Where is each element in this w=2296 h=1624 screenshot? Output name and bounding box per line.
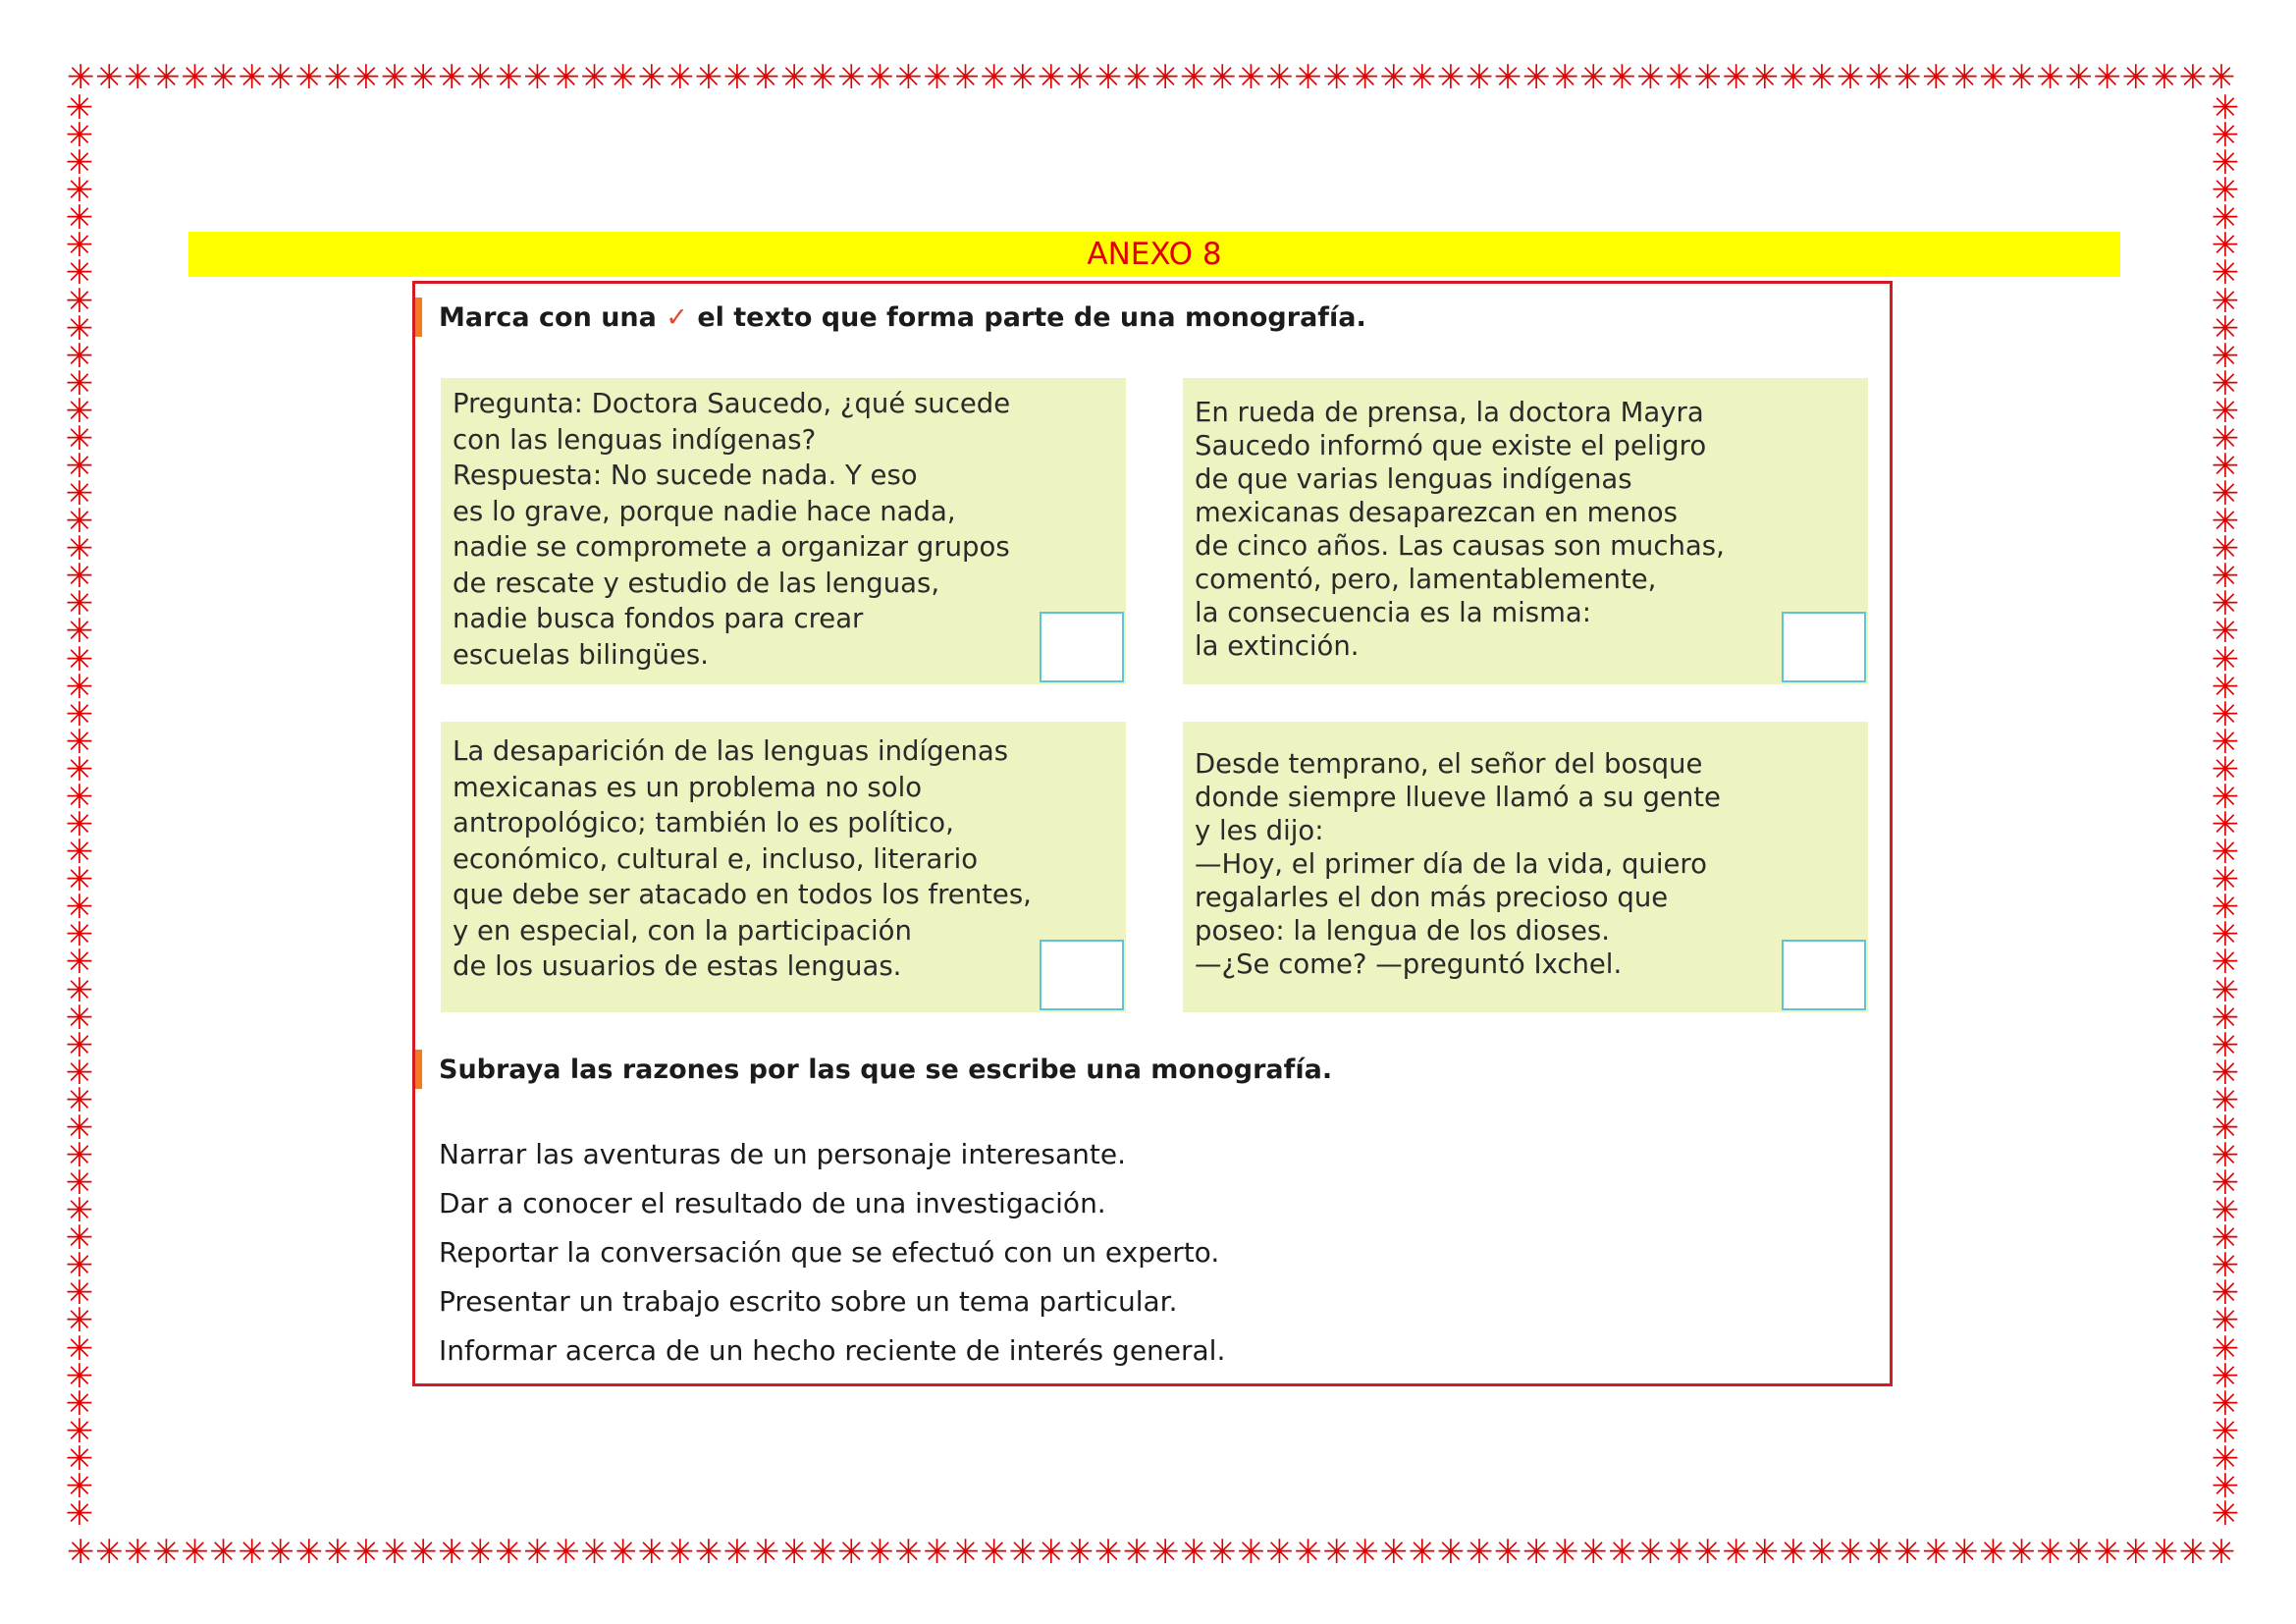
star-icon: ✳	[124, 61, 152, 94]
star-icon: ✳	[1836, 1536, 1865, 1569]
star-icon: ✳	[2211, 363, 2240, 404]
star-icon: ✳	[65, 363, 94, 404]
star-icon: ✳	[2211, 722, 2240, 762]
star-icon: ✳	[2211, 1383, 2240, 1424]
star-icon: ✳	[1807, 61, 1837, 94]
star-icon: ✳	[751, 61, 780, 94]
star-icon: ✳	[2211, 639, 2240, 679]
star-icon: ✳	[65, 667, 94, 707]
star-icon: ✳	[65, 888, 94, 928]
star-icon: ✳	[1008, 61, 1038, 94]
star-icon: ✳	[2211, 418, 2240, 459]
star-icon: ✳	[2211, 1466, 2240, 1506]
instruction-accent-bar	[415, 1050, 422, 1089]
star-icon: ✳	[65, 281, 94, 321]
star-icon: ✳	[1551, 1536, 1579, 1569]
star-icon: ✳	[65, 970, 94, 1010]
star-icon: ✳	[1779, 61, 1808, 94]
star-icon: ✳	[495, 61, 523, 94]
star-icon: ✳	[1608, 61, 1636, 94]
star-icon: ✳	[2211, 529, 2240, 569]
star-icon: ✳	[65, 805, 94, 845]
star-icon: ✳	[2211, 1108, 2240, 1148]
star-icon: ✳	[65, 860, 94, 900]
star-icon: ✳	[2211, 667, 2240, 707]
star-icon: ✳	[1693, 1536, 1722, 1569]
annex-heading: ANEXO 8	[1087, 237, 1222, 272]
text-option-2: En rueda de prensa, la doctora Mayra Saucedo informó que existe el peligro de que varias lenguas indígenas mexicanas desaparezcan en menos de cinco años. Las causas son muchas, comentó, pero, lamentablemente, la consecuencia es la misma: la extinción.	[1183, 378, 1868, 684]
star-icon: ✳	[1008, 1536, 1038, 1569]
star-icon: ✳	[65, 447, 94, 487]
star-icon: ✳	[837, 61, 866, 94]
star-icon: ✳	[65, 1218, 94, 1259]
star-icon: ✳	[65, 943, 94, 983]
star-icon: ✳	[209, 61, 238, 94]
star-icon: ✳	[2211, 1191, 2240, 1231]
star-icon: ✳	[2211, 1273, 2240, 1314]
star-icon: ✳	[65, 777, 94, 817]
star-icon: ✳	[666, 61, 695, 94]
star-icon: ✳	[67, 61, 95, 94]
star-icon: ✳	[1122, 61, 1151, 94]
star-icon: ✳	[1894, 61, 1922, 94]
star-icon: ✳	[1950, 61, 1979, 94]
star-icon: ✳	[2211, 1080, 2240, 1120]
star-icon: ✳	[2211, 1493, 2240, 1528]
star-icon: ✳	[408, 1536, 438, 1569]
star-icon: ✳	[1807, 1536, 1837, 1569]
star-icon: ✳	[2211, 1356, 2240, 1396]
star-icon: ✳	[2211, 805, 2240, 845]
star-icon: ✳	[2064, 61, 2093, 94]
star-icon: ✳	[2150, 61, 2179, 94]
star-icon: ✳	[1722, 61, 1751, 94]
star-icon: ✳	[580, 61, 609, 94]
star-icon: ✳	[1864, 61, 1894, 94]
star-icon: ✳	[580, 1536, 609, 1569]
star-icon: ✳	[980, 61, 1008, 94]
star-icon: ✳	[2211, 502, 2240, 542]
star-icon: ✳	[438, 1536, 466, 1569]
reason-item[interactable]: Dar a conocer el resultado de una investigación.	[439, 1187, 1106, 1219]
star-icon: ✳	[65, 1080, 94, 1120]
star-icon: ✳	[351, 1536, 381, 1569]
star-icon: ✳	[2207, 1536, 2236, 1569]
star-icon: ✳	[1408, 1536, 1437, 1569]
star-icon: ✳	[2211, 281, 2240, 321]
star-icon: ✳	[2211, 1301, 2240, 1341]
star-icon: ✳	[65, 226, 94, 266]
star-icon: ✳	[266, 1536, 295, 1569]
star-icon: ✳	[1579, 1536, 1608, 1569]
star-icon: ✳	[609, 61, 637, 94]
star-icon: ✳	[1722, 1536, 1751, 1569]
star-icon: ✳	[380, 1536, 409, 1569]
star-icon: ✳	[1665, 1536, 1693, 1569]
text-option-4: Desde temprano, el señor del bosque donde siempre llueve llamó a su gente y les dijo: —Hoy, el primer día de la vida, quiero regalarles el don más precioso que poseo: la lengua de los dioses. —¿Se come? —preguntó Ixchel.	[1183, 722, 1868, 1012]
star-icon: ✳	[2036, 61, 2064, 94]
star-icon: ✳	[65, 1025, 94, 1065]
star-icon: ✳	[980, 1536, 1008, 1569]
star-icon: ✳	[1864, 1536, 1894, 1569]
star-icon: ✳	[95, 61, 124, 94]
star-icon: ✳	[65, 171, 94, 211]
option-1-checkbox[interactable]	[1040, 612, 1124, 682]
star-icon: ✳	[2211, 1135, 2240, 1175]
star-icon: ✳	[65, 694, 94, 734]
star-icon: ✳	[152, 61, 181, 94]
star-icon: ✳	[894, 61, 923, 94]
star-icon: ✳	[751, 1536, 780, 1569]
star-icon: ✳	[65, 1438, 94, 1479]
star-icon: ✳	[1779, 1536, 1808, 1569]
star-icon: ✳	[65, 1135, 94, 1175]
star-icon: ✳	[2211, 447, 2240, 487]
star-icon: ✳	[238, 1536, 266, 1569]
star-icon: ✳	[809, 61, 837, 94]
star-icon: ✳	[65, 833, 94, 873]
star-icon: ✳	[2211, 336, 2240, 376]
star-icon: ✳	[65, 722, 94, 762]
star-icon: ✳	[65, 998, 94, 1038]
option-4-checkbox[interactable]	[1782, 940, 1866, 1010]
star-icon: ✳	[1922, 1536, 1950, 1569]
star-icon: ✳	[923, 61, 951, 94]
star-icon: ✳	[1122, 1536, 1151, 1569]
star-icon: ✳	[1037, 1536, 1066, 1569]
reason-item[interactable]: Reportar la conversación que se efectuó con un experto.	[439, 1236, 1220, 1269]
star-icon: ✳	[209, 1536, 238, 1569]
reasons-list	[439, 1130, 1225, 1376]
star-icon: ✳	[1379, 61, 1409, 94]
star-icon: ✳	[1037, 61, 1066, 94]
star-icon: ✳	[552, 1536, 580, 1569]
star-icon: ✳	[552, 61, 580, 94]
star-icon: ✳	[1979, 61, 2007, 94]
star-icon: ✳	[65, 308, 94, 349]
star-icon: ✳	[2211, 777, 2240, 817]
star-icon: ✳	[65, 1191, 94, 1231]
star-icon: ✳	[1551, 61, 1579, 94]
star-icon: ✳	[837, 1536, 866, 1569]
star-icon: ✳	[65, 529, 94, 569]
star-icon: ✳	[65, 336, 94, 376]
text-option-3: La desaparición de las lenguas indígenas mexicanas es un problema no solo antropológico; también lo es político, económico, cultural e, incluso, literario que debe ser atacado en todos los frentes, y en especial, con la participación de los usuarios de estas lenguas.	[441, 722, 1126, 1012]
star-icon: ✳	[2211, 584, 2240, 624]
star-icon: ✳	[65, 915, 94, 955]
star-icon: ✳	[323, 61, 352, 94]
star-icon: ✳	[2211, 833, 2240, 873]
star-icon: ✳	[951, 61, 980, 94]
star-icon: ✳	[466, 1536, 495, 1569]
star-icon: ✳	[2150, 1536, 2179, 1569]
star-icon: ✳	[1522, 1536, 1551, 1569]
star-icon: ✳	[1150, 1536, 1180, 1569]
star-icon: ✳	[923, 1536, 951, 1569]
star-icon: ✳	[65, 1328, 94, 1369]
star-icon: ✳	[65, 1164, 94, 1204]
star-icon: ✳	[2093, 1536, 2122, 1569]
exercise-1-instruction: Marca con una ✓ el texto que forma parte de una monografía.	[439, 301, 1366, 335]
star-icon: ✳	[694, 61, 723, 94]
star-icon: ✳	[65, 143, 94, 184]
star-icon: ✳	[2211, 998, 2240, 1038]
checkmark-icon: ✓	[666, 302, 688, 333]
star-icon: ✳	[2211, 1053, 2240, 1093]
star-icon: ✳	[65, 474, 94, 514]
star-icon: ✳	[1522, 61, 1551, 94]
star-icon: ✳	[294, 1536, 324, 1569]
star-icon: ✳	[694, 1536, 723, 1569]
worksheet-panel	[412, 281, 1893, 1386]
star-icon: ✳	[65, 1301, 94, 1341]
star-icon: ✳	[65, 639, 94, 679]
star-icon: ✳	[1322, 61, 1351, 94]
star-icon: ✳	[323, 1536, 352, 1569]
star-icon: ✳	[1579, 61, 1608, 94]
option-2-checkbox[interactable]	[1782, 612, 1866, 682]
star-icon: ✳	[67, 1536, 95, 1569]
star-icon: ✳	[2211, 143, 2240, 184]
star-icon: ✳	[2121, 1536, 2151, 1569]
star-icon: ✳	[65, 1108, 94, 1148]
star-icon: ✳	[65, 198, 94, 239]
star-icon: ✳	[2211, 1164, 2240, 1204]
star-icon: ✳	[2211, 391, 2240, 431]
star-icon: ✳	[1493, 1536, 1522, 1569]
star-icon: ✳	[1294, 1536, 1322, 1569]
star-icon: ✳	[65, 1246, 94, 1286]
star-icon: ✳	[65, 1053, 94, 1093]
star-icon: ✳	[779, 61, 809, 94]
star-icon: ✳	[2211, 915, 2240, 955]
star-icon: ✳	[2211, 612, 2240, 652]
star-icon: ✳	[238, 61, 266, 94]
star-icon: ✳	[266, 61, 295, 94]
star-icon: ✳	[466, 61, 495, 94]
star-icon: ✳	[65, 1356, 94, 1396]
star-icon: ✳	[609, 1536, 637, 1569]
star-icon: ✳	[866, 61, 894, 94]
star-icon: ✳	[1150, 61, 1180, 94]
star-icon: ✳	[380, 61, 409, 94]
reason-item[interactable]: Narrar las aventuras de un personaje interesante.	[439, 1138, 1126, 1170]
star-icon: ✳	[779, 1536, 809, 1569]
star-icon: ✳	[1693, 61, 1722, 94]
star-icon: ✳	[1436, 1536, 1466, 1569]
star-icon: ✳	[65, 612, 94, 652]
star-border-left	[63, 94, 96, 1528]
star-icon: ✳	[1237, 1536, 1265, 1569]
star-icon: ✳	[65, 557, 94, 597]
star-icon: ✳	[951, 1536, 980, 1569]
star-icon: ✳	[181, 61, 209, 94]
star-icon: ✳	[1950, 1536, 1979, 1569]
star-icon: ✳	[1636, 61, 1665, 94]
annex-heading-bar	[188, 232, 2120, 277]
star-icon: ✳	[181, 1536, 209, 1569]
star-icon: ✳	[1180, 61, 1208, 94]
star-icon: ✳	[65, 749, 94, 789]
star-icon: ✳	[1208, 61, 1237, 94]
star-icon: ✳	[637, 1536, 667, 1569]
star-icon: ✳	[351, 61, 381, 94]
star-icon: ✳	[2211, 226, 2240, 266]
star-icon: ✳	[95, 1536, 124, 1569]
star-icon: ✳	[2211, 1025, 2240, 1065]
star-icon: ✳	[2211, 474, 2240, 514]
star-icon: ✳	[1265, 61, 1294, 94]
star-icon: ✳	[2211, 1411, 2240, 1451]
star-icon: ✳	[65, 1493, 94, 1528]
star-border-right	[2209, 94, 2242, 1528]
star-icon: ✳	[722, 61, 752, 94]
star-icon: ✳	[2211, 308, 2240, 349]
star-icon: ✳	[637, 61, 667, 94]
star-icon: ✳	[294, 61, 324, 94]
star-icon: ✳	[2211, 1218, 2240, 1259]
star-icon: ✳	[2007, 61, 2036, 94]
star-icon: ✳	[2064, 1536, 2093, 1569]
star-icon: ✳	[2211, 888, 2240, 928]
star-icon: ✳	[1465, 1536, 1494, 1569]
instruction-accent-bar	[415, 298, 422, 337]
star-icon: ✳	[666, 1536, 695, 1569]
star-icon: ✳	[2093, 61, 2122, 94]
star-icon: ✳	[408, 61, 438, 94]
star-icon: ✳	[2211, 1328, 2240, 1369]
star-icon: ✳	[1094, 1536, 1123, 1569]
star-icon: ✳	[65, 502, 94, 542]
star-icon: ✳	[1065, 61, 1095, 94]
star-icon: ✳	[2211, 749, 2240, 789]
star-icon: ✳	[152, 1536, 181, 1569]
star-icon: ✳	[65, 116, 94, 156]
star-icon: ✳	[2211, 198, 2240, 239]
text-option-1: Pregunta: Doctora Saucedo, ¿qué sucede con las lenguas indígenas? Respuesta: No sucede nada. Y eso es lo grave, porque nadie hace nada, nadie se compromete a organizar grupos de rescate y estudio de las lenguas, nadie busca fondos para crear escuelas bilingües.	[441, 378, 1126, 684]
star-icon: ✳	[65, 418, 94, 459]
star-icon: ✳	[1065, 1536, 1095, 1569]
star-icon: ✳	[1265, 1536, 1294, 1569]
star-icon: ✳	[1750, 61, 1780, 94]
star-icon: ✳	[1351, 61, 1380, 94]
star-icon: ✳	[2211, 171, 2240, 211]
star-icon: ✳	[2211, 970, 2240, 1010]
star-icon: ✳	[65, 584, 94, 624]
star-icon: ✳	[1922, 61, 1950, 94]
star-icon: ✳	[1465, 61, 1494, 94]
star-icon: ✳	[523, 61, 552, 94]
star-border-bottom	[67, 1536, 2236, 1569]
star-icon: ✳	[2211, 557, 2240, 597]
star-border-top	[67, 61, 2236, 94]
star-icon: ✳	[1979, 1536, 2007, 1569]
star-icon: ✳	[2211, 860, 2240, 900]
star-icon: ✳	[894, 1536, 923, 1569]
star-icon: ✳	[65, 253, 94, 294]
star-icon: ✳	[1608, 1536, 1636, 1569]
star-icon: ✳	[809, 1536, 837, 1569]
star-icon: ✳	[2211, 253, 2240, 294]
star-icon: ✳	[65, 94, 94, 128]
star-icon: ✳	[65, 1383, 94, 1424]
star-icon: ✳	[2007, 1536, 2036, 1569]
star-icon: ✳	[438, 61, 466, 94]
star-icon: ✳	[1636, 1536, 1665, 1569]
star-icon: ✳	[1493, 61, 1522, 94]
star-icon: ✳	[65, 1466, 94, 1506]
star-icon: ✳	[1894, 1536, 1922, 1569]
star-icon: ✳	[1408, 61, 1437, 94]
star-icon: ✳	[495, 1536, 523, 1569]
star-icon: ✳	[2211, 943, 2240, 983]
star-icon: ✳	[1180, 1536, 1208, 1569]
star-icon: ✳	[65, 1273, 94, 1314]
option-3-checkbox[interactable]	[1040, 940, 1124, 1010]
star-icon: ✳	[2211, 1246, 2240, 1286]
star-icon: ✳	[1237, 61, 1265, 94]
reason-item[interactable]: Presentar un trabajo escrito sobre un tema particular.	[439, 1285, 1178, 1318]
star-icon: ✳	[2121, 61, 2151, 94]
star-icon: ✳	[2036, 1536, 2064, 1569]
star-icon: ✳	[1351, 1536, 1380, 1569]
reason-item[interactable]: Informar acerca de un hecho reciente de interés general.	[439, 1334, 1226, 1367]
star-icon: ✳	[2178, 1536, 2208, 1569]
star-icon: ✳	[1208, 1536, 1237, 1569]
star-icon: ✳	[1750, 1536, 1780, 1569]
star-icon: ✳	[1094, 61, 1123, 94]
star-icon: ✳	[866, 1536, 894, 1569]
star-icon: ✳	[124, 1536, 152, 1569]
star-icon: ✳	[1322, 1536, 1351, 1569]
star-icon: ✳	[2207, 61, 2236, 94]
star-icon: ✳	[1836, 61, 1865, 94]
star-icon: ✳	[1379, 1536, 1409, 1569]
star-icon: ✳	[2178, 61, 2208, 94]
star-icon: ✳	[65, 391, 94, 431]
star-icon: ✳	[2211, 116, 2240, 156]
star-icon: ✳	[2211, 1438, 2240, 1479]
star-icon: ✳	[722, 1536, 752, 1569]
star-icon: ✳	[1665, 61, 1693, 94]
star-icon: ✳	[65, 1411, 94, 1451]
star-icon: ✳	[523, 1536, 552, 1569]
star-icon: ✳	[1294, 61, 1322, 94]
star-icon: ✳	[1436, 61, 1466, 94]
exercise-2-instruction: Subraya las razones por las que se escribe una monografía.	[439, 1054, 1332, 1087]
star-icon: ✳	[2211, 694, 2240, 734]
star-icon: ✳	[2211, 94, 2240, 128]
